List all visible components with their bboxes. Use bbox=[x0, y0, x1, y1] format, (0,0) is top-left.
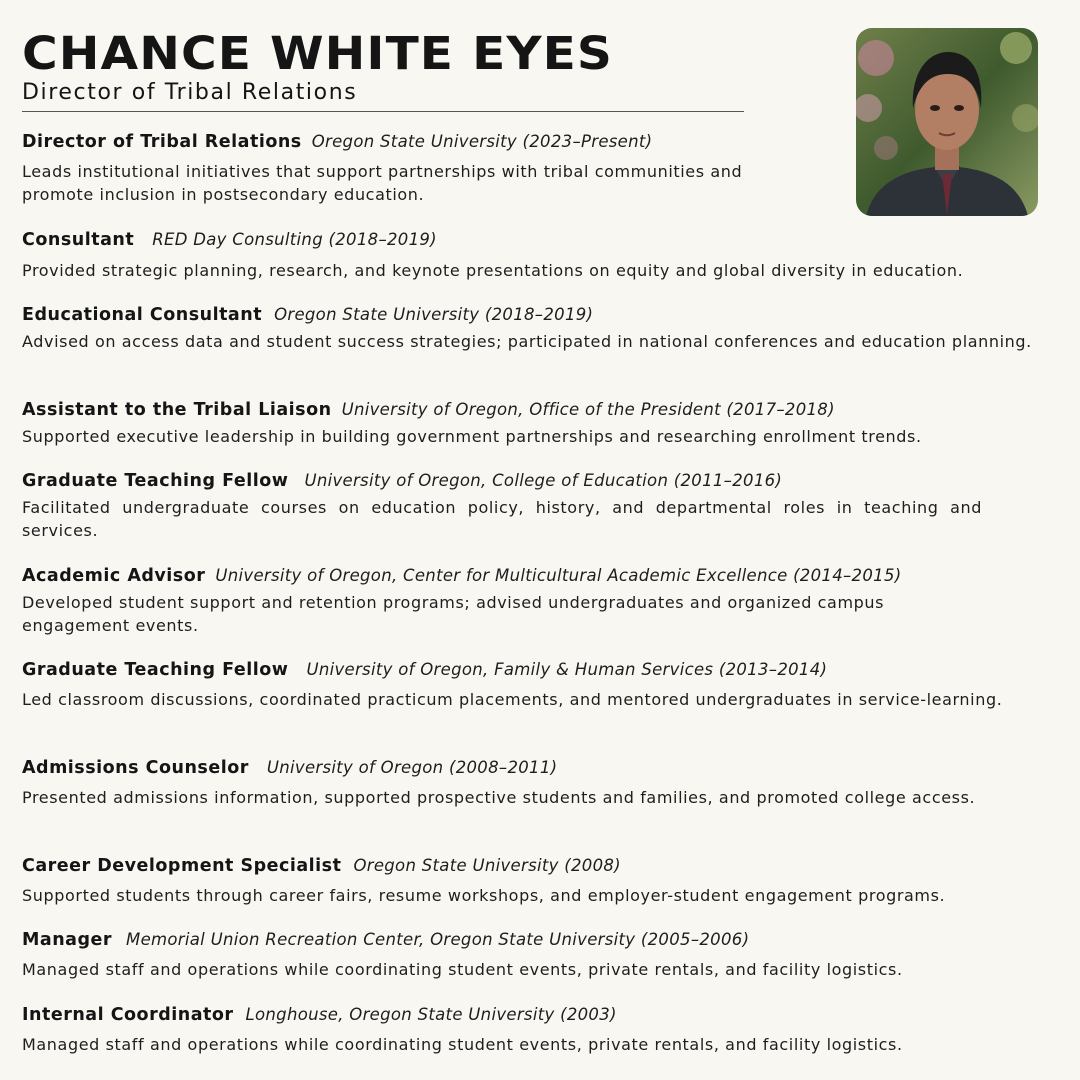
experience-entry bbox=[22, 229, 1058, 282]
entry-title-line bbox=[22, 757, 1032, 779]
entry-organization: University of Oregon, College of Education (2011–2016) bbox=[304, 471, 783, 490]
entry-role: Manager bbox=[22, 930, 113, 950]
entry-organization: Oregon State University (2008) bbox=[353, 856, 621, 875]
entry-role: Assistant to the Tribal Liaison bbox=[22, 400, 332, 420]
entry-description: Advised on access data and student success strategies; participated in national conferences and education planning. bbox=[22, 332, 1032, 351]
experience-entry bbox=[22, 855, 1058, 907]
entry-role: Consultant bbox=[22, 230, 135, 250]
entry-title-line bbox=[22, 1004, 1058, 1026]
experience-entry bbox=[22, 399, 1058, 448]
entry-description: Presented admissions information, supported prospective students and families, and promoted college access. bbox=[22, 788, 976, 807]
entry-organization: Oregon State University (2018–2019) bbox=[274, 305, 594, 324]
entry-title-line bbox=[22, 131, 744, 153]
entry-title-line bbox=[22, 399, 1058, 421]
portrait-photo-icon bbox=[856, 28, 1038, 216]
entry-description: Facilitated undergraduate courses on education policy, history, and departmental roles in teaching and services. bbox=[22, 498, 982, 540]
entry-organization: University of Oregon (2008–2011) bbox=[266, 758, 558, 777]
entry-description: Led classroom discussions, coordinated practicum placements, and mentored undergraduates in service-learning. bbox=[22, 690, 1003, 709]
entry-organization: Oregon State University (2023–Present) bbox=[311, 132, 653, 151]
entry-title-line bbox=[22, 929, 1058, 951]
experience-entry bbox=[22, 470, 982, 542]
entry-title-line bbox=[22, 304, 1038, 326]
entry-title-line bbox=[22, 565, 952, 587]
entry-description: Developed student support and retention programs; advised undergraduates and organized campus engagement events. bbox=[22, 593, 885, 635]
entry-description: Supported students through career fairs, resume workshops, and employer-student engagement programs. bbox=[22, 886, 946, 905]
entry-organization: Memorial Union Recreation Center, Oregon State University (2005–2006) bbox=[126, 930, 750, 949]
experience-entry bbox=[22, 1004, 1058, 1056]
entry-title-line bbox=[22, 855, 1058, 877]
entry-description: Provided strategic planning, research, and keynote presentations on equity and global diversity in education. bbox=[22, 261, 964, 280]
entry-role: Admissions Counselor bbox=[22, 758, 249, 778]
entry-description: Leads institutional initiatives that support partnerships with tribal communities and promote inclusion in postsecondary education. bbox=[22, 162, 743, 204]
entry-organization: University of Oregon, Center for Multicultural Academic Excellence (2014–2015) bbox=[215, 566, 902, 585]
experience-entry bbox=[22, 757, 1032, 809]
experience-entry bbox=[22, 304, 1038, 353]
entry-role: Graduate Teaching Fellow bbox=[22, 471, 289, 491]
entry-role: Director of Tribal Relations bbox=[22, 132, 302, 152]
entry-title-line bbox=[22, 659, 1032, 681]
entry-description: Supported executive leadership in building government partnerships and researching enrollment trends. bbox=[22, 427, 922, 446]
entry-role: Career Development Specialist bbox=[22, 856, 342, 876]
experience-entry bbox=[22, 659, 1032, 711]
entry-organization: RED Day Consulting (2018–2019) bbox=[152, 230, 437, 249]
entry-description: Managed staff and operations while coordinating student events, private rentals, and facility logistics. bbox=[22, 960, 903, 979]
entry-role: Academic Advisor bbox=[22, 566, 206, 586]
experience-entry bbox=[22, 131, 744, 206]
entry-title-line bbox=[22, 229, 1058, 251]
entry-organization: University of Oregon, Family & Human Services (2013–2014) bbox=[306, 660, 828, 679]
entry-role: Educational Consultant bbox=[22, 305, 263, 325]
page-title: CHANCE WHITE EYES bbox=[22, 27, 614, 80]
entry-organization: Longhouse, Oregon State University (2003) bbox=[245, 1005, 617, 1024]
header bbox=[22, 27, 744, 112]
portrait-photo bbox=[856, 28, 1038, 216]
experience-entry bbox=[22, 929, 1058, 981]
experience-entry bbox=[22, 565, 952, 637]
entry-organization: University of Oregon, Office of the President (2017–2018) bbox=[341, 400, 835, 419]
entry-description: Managed staff and operations while coordinating student events, private rentals, and facility logistics. bbox=[22, 1035, 903, 1054]
page-subtitle: Director of Tribal Relations bbox=[22, 80, 358, 105]
entry-role: Graduate Teaching Fellow bbox=[22, 660, 289, 680]
entry-title-line bbox=[22, 470, 982, 492]
header-divider bbox=[22, 111, 744, 112]
entry-role: Internal Coordinator bbox=[22, 1005, 234, 1025]
